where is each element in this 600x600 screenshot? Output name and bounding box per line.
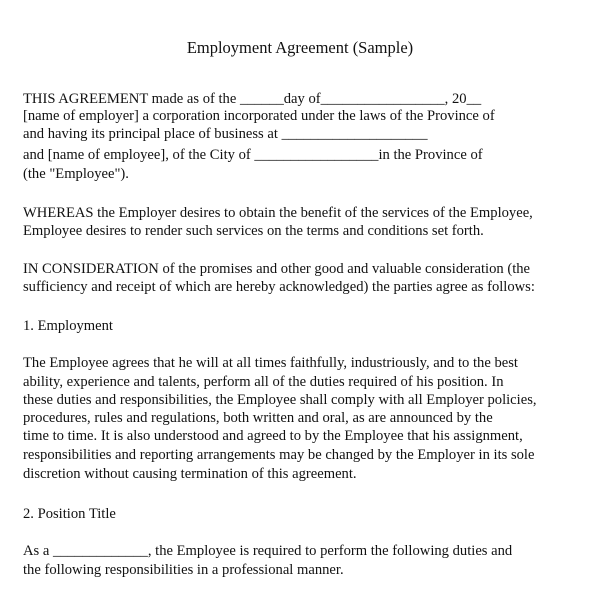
section-2-heading: 2. Position Title: [23, 506, 116, 522]
section-1-line-4: procedures, rules and regulations, both written and oral, as are announced by the: [23, 410, 493, 426]
section-1-line-6: responsibilities and reporting arrangements may be changed by the Employer in its sole: [23, 447, 535, 463]
section-2-line-2: the following responsibilities in a professional manner.: [23, 562, 344, 578]
preamble-line-4: and [name of employee], of the City of _________________in the Province of: [23, 147, 483, 163]
section-1-line-3: these duties and responsibilities, the Employee shall comply with all Employer policies,: [23, 392, 537, 408]
section-1-heading: 1. Employment: [23, 318, 113, 334]
preamble-line-3: and having its principal place of business at ____________________: [23, 126, 428, 142]
preamble-line-5: (the "Employee").: [23, 166, 129, 182]
consideration-line-2: sufficiency and receipt of which are hereby acknowledged) the parties agree as follows:: [23, 279, 535, 295]
document-title: Employment Agreement (Sample): [186, 38, 414, 57]
section-1-line-2: ability, experience and talents, perform all of the duties required of his position. In: [23, 374, 504, 390]
whereas-line-2: Employee desires to render such services on the terms and conditions set forth.: [23, 223, 484, 239]
consideration-line-1: IN CONSIDERATION of the promises and other good and valuable consideration (the: [23, 261, 531, 277]
preamble-line-1: THIS AGREEMENT made as of the ______day of_________________, 20__: [23, 91, 482, 107]
section-1-line-7: discretion without causing termination of this agreement.: [23, 466, 357, 482]
section-1-line-1: The Employee agrees that he will at all times faithfully, industriously, and to the best: [23, 355, 518, 371]
section-2-line-1: As a _____________, the Employee is required to perform the following duties and: [23, 543, 513, 559]
preamble-line-2: [name of employer] a corporation incorporated under the laws of the Province of: [23, 108, 495, 124]
whereas-line-1: WHEREAS the Employer desires to obtain the benefit of the services of the Employee,: [23, 205, 533, 221]
section-1-line-5: time to time. It is also understood and agreed to by the Employee that his assignment,: [23, 428, 523, 444]
